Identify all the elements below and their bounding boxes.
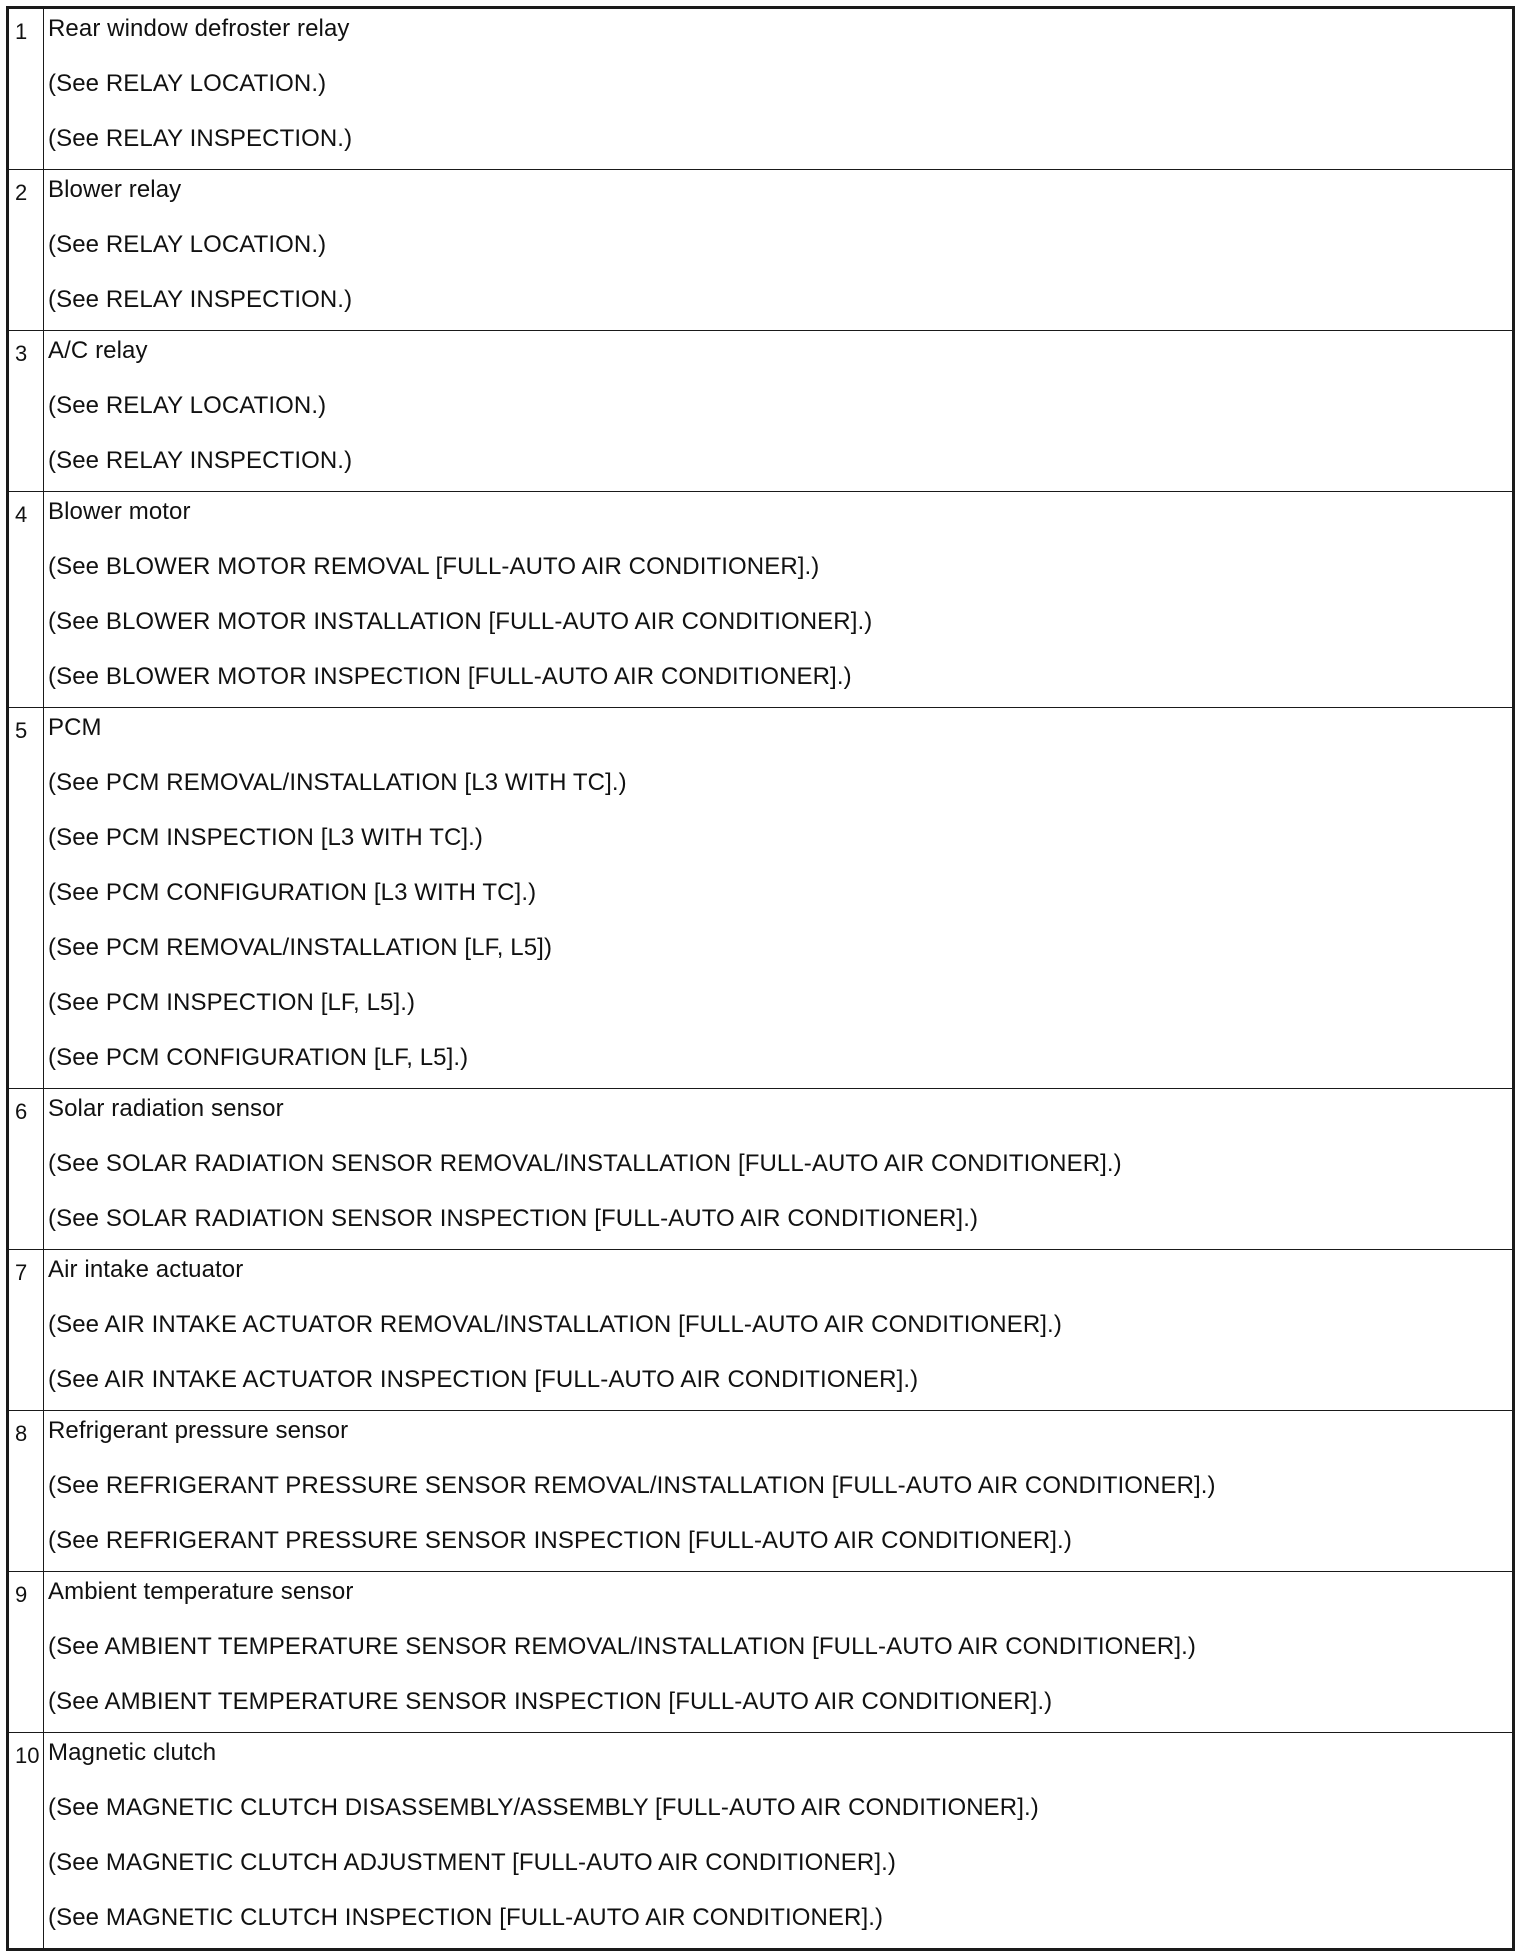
- reference-link[interactable]: (See RELAY LOCATION.): [48, 70, 327, 97]
- component-title: A/C relay: [48, 337, 148, 364]
- row-number: 4: [8, 492, 44, 708]
- table-row: [8, 1572, 1514, 1733]
- reference-link[interactable]: (See PCM INSPECTION [L3 WITH TC].): [48, 824, 484, 851]
- reference-link[interactable]: (See PCM INSPECTION [LF, L5].): [48, 989, 416, 1016]
- table-row: [8, 8, 1514, 170]
- row-content: [44, 1572, 1514, 1733]
- component-title: Refrigerant pressure sensor: [48, 1417, 349, 1444]
- row-number: 6: [8, 1089, 44, 1250]
- reference-link[interactable]: (See AIR INTAKE ACTUATOR REMOVAL/INSTALLATION [FULL-AUTO AIR CONDITIONER].): [48, 1311, 1062, 1338]
- reference-link[interactable]: (See AMBIENT TEMPERATURE SENSOR INSPECTION [FULL-AUTO AIR CONDITIONER].): [48, 1688, 1053, 1715]
- reference-link[interactable]: (See MAGNETIC CLUTCH DISASSEMBLY/ASSEMBLY [FULL-AUTO AIR CONDITIONER].): [48, 1794, 1039, 1821]
- reference-link[interactable]: (See RELAY INSPECTION.): [48, 286, 353, 313]
- component-title: Blower relay: [48, 176, 182, 203]
- reference-link[interactable]: (See PCM CONFIGURATION [LF, L5].): [48, 1044, 469, 1071]
- row-number: 8: [8, 1411, 44, 1572]
- row-content: [44, 1089, 1514, 1250]
- table-row: [8, 331, 1514, 492]
- reference-link[interactable]: (See REFRIGERANT PRESSURE SENSOR REMOVAL/INSTALLATION [FULL-AUTO AIR CONDITIONER].): [48, 1472, 1216, 1499]
- reference-link[interactable]: (See BLOWER MOTOR REMOVAL [FULL-AUTO AIR CONDITIONER].): [48, 553, 820, 580]
- component-title: Magnetic clutch: [48, 1739, 217, 1766]
- table-row: [8, 492, 1514, 708]
- table-row: [8, 1411, 1514, 1572]
- reference-link[interactable]: (See PCM REMOVAL/INSTALLATION [L3 WITH TC].): [48, 769, 627, 796]
- reference-link[interactable]: (See PCM REMOVAL/INSTALLATION [LF, L5]): [48, 934, 553, 961]
- reference-link[interactable]: (See REFRIGERANT PRESSURE SENSOR INSPECTION [FULL-AUTO AIR CONDITIONER].): [48, 1527, 1072, 1554]
- row-content: [44, 708, 1514, 1089]
- table-row: [8, 170, 1514, 331]
- row-content: [44, 8, 1514, 170]
- reference-link[interactable]: (See MAGNETIC CLUTCH ADJUSTMENT [FULL-AUTO AIR CONDITIONER].): [48, 1849, 896, 1876]
- reference-link[interactable]: (See MAGNETIC CLUTCH INSPECTION [FULL-AUTO AIR CONDITIONER].): [48, 1904, 884, 1931]
- reference-link[interactable]: (See BLOWER MOTOR INSTALLATION [FULL-AUTO AIR CONDITIONER].): [48, 608, 873, 635]
- component-reference-table: [6, 6, 1515, 1951]
- table-row: [8, 1250, 1514, 1411]
- component-title: Blower motor: [48, 498, 191, 525]
- reference-link[interactable]: (See RELAY LOCATION.): [48, 392, 327, 419]
- reference-link[interactable]: (See RELAY INSPECTION.): [48, 125, 353, 152]
- row-content: [44, 331, 1514, 492]
- component-title: Solar radiation sensor: [48, 1095, 284, 1122]
- component-title: Air intake actuator: [48, 1256, 244, 1283]
- row-number: 10: [8, 1733, 44, 1950]
- row-content: [44, 1411, 1514, 1572]
- row-number: 1: [8, 8, 44, 170]
- row-number: 9: [8, 1572, 44, 1733]
- reference-link[interactable]: (See RELAY INSPECTION.): [48, 447, 353, 474]
- row-content: [44, 1733, 1514, 1950]
- component-title: Rear window defroster relay: [48, 15, 350, 42]
- reference-link[interactable]: (See RELAY LOCATION.): [48, 231, 327, 258]
- reference-link[interactable]: (See SOLAR RADIATION SENSOR INSPECTION [FULL-AUTO AIR CONDITIONER].): [48, 1205, 979, 1232]
- component-title: PCM: [48, 714, 102, 741]
- table-row: [8, 1733, 1514, 1950]
- table-row: [8, 1089, 1514, 1250]
- row-content: [44, 492, 1514, 708]
- reference-link[interactable]: (See AMBIENT TEMPERATURE SENSOR REMOVAL/INSTALLATION [FULL-AUTO AIR CONDITIONER].): [48, 1633, 1196, 1660]
- reference-link[interactable]: (See PCM CONFIGURATION [L3 WITH TC].): [48, 879, 537, 906]
- row-content: [44, 1250, 1514, 1411]
- row-number: 7: [8, 1250, 44, 1411]
- reference-link[interactable]: (See AIR INTAKE ACTUATOR INSPECTION [FULL-AUTO AIR CONDITIONER].): [48, 1366, 919, 1393]
- table-row: [8, 708, 1514, 1089]
- row-number: 2: [8, 170, 44, 331]
- row-number: 5: [8, 708, 44, 1089]
- reference-link[interactable]: (See BLOWER MOTOR INSPECTION [FULL-AUTO AIR CONDITIONER].): [48, 663, 852, 690]
- reference-link[interactable]: (See SOLAR RADIATION SENSOR REMOVAL/INSTALLATION [FULL-AUTO AIR CONDITIONER].): [48, 1150, 1122, 1177]
- component-title: Ambient temperature sensor: [48, 1578, 354, 1605]
- row-number: 3: [8, 331, 44, 492]
- table-body: [8, 8, 1514, 1950]
- row-content: [44, 170, 1514, 331]
